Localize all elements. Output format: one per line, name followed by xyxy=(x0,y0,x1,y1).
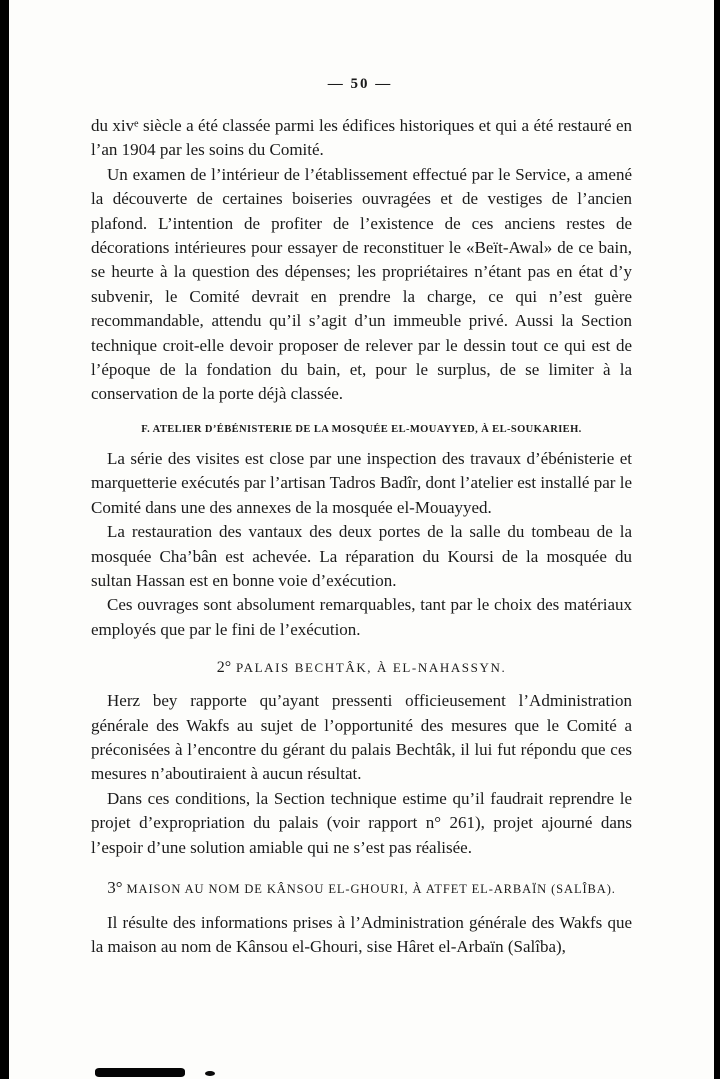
page-number: — 50 — xyxy=(327,76,393,92)
heading-number: 3° xyxy=(107,877,123,897)
scan-smudge xyxy=(95,1068,185,1077)
paragraph: Il résulte des informations prises à l’Administration générale des Wakfs que la maison au nom de Kânsou el-Ghouri, sise Hâret el-Arbaïn (Salîba), xyxy=(91,912,632,957)
section-subheading: F. ATELIER D’ÉBÉNISTERIE DE LA MOSQUÉE EL-MOUAYYED, À EL-SOUKARIEH. xyxy=(141,423,582,435)
scan-edge-right xyxy=(714,0,720,1079)
paragraph: Ces ouvrages sont absolument remarquables, tant par le choix des matériaux employés que par le fini de l’exécution. xyxy=(91,595,632,639)
paragraph: La restauration des vantaux des deux portes de la salle du tombeau de la mosquée Cha’bân est achevée. La réparation du Koursi de la mosquée du sultan Hassan est en bonne voie d’exécution. xyxy=(91,522,632,590)
paragraph: Herz bey rapporte qu’ayant pressenti officieusement l’Administration générale des Wakfs au sujet de l’opportunité des mesures que le Comité a préconisées à l’encontre du gérant du palais Bechtâk, il lui fut répondu que ces mesures n’aboutiraient à aucun résultat. xyxy=(91,691,632,784)
section-heading xyxy=(91,659,632,677)
paragraph: Dans ces conditions, la Section technique estime qu’il faudrait reprendre le projet d’expropriation du palais (voir rapport n° 261), projet ajourné dans l’espoir d’une solution amiable qui ne s’est pas réalisée. xyxy=(91,788,632,857)
paragraph: du xivᵉ siècle a été classée parmi les édifices historiques et qui a été restauré en l’an 1904 par les soins du Comité. xyxy=(91,116,632,160)
paragraph: Un examen de l’intérieur de l’établissement effectué par le Service, a amené la découverte de certaines boiseries ouvragées et de vestiges de l’ancien plafond. L’intention de profiter de l’existence de ces anciens restes de décorations intérieures pour essayer de reconstituer le «Beït-Awal» de ce bain, se heurte à la question des dépenses; les propriétaires n’étant pas en état d’y subvenir, le Comité devrait en prendre la charge, ce qui n’est guère recommandable, attendu qu’il s’agit d’un immeuble privé. Aussi la Section technique croit-elle devoir proposer de relever par le dessin tout ce qui est de l’époque de la fondation du bain, et, pour le surplus, de se limiter à la conservation de la porte déjà classée. xyxy=(91,164,632,404)
heading-number: 2° xyxy=(216,659,232,677)
heading-title: PALAIS BECHTÂK, À EL-NAHASSYN. xyxy=(235,660,507,676)
section-heading xyxy=(91,879,632,898)
scan-edge-left xyxy=(0,0,9,1079)
scan-smudge-dot xyxy=(205,1071,215,1076)
page-body xyxy=(91,114,632,960)
paragraph: La série des visites est close par une inspection des travaux d’ébénisterie et marquetterie exécutés par l’artisan Tadros Badîr, dont l’atelier est installé par le Comité dans une des annexes de la mosquée el-Mouayyed. xyxy=(91,448,632,517)
heading-title: MAISON AU NOM DE KÂNSOU EL-GHOURI, À ATFET EL-ARBAÏN (SALÎBA). xyxy=(126,881,616,896)
